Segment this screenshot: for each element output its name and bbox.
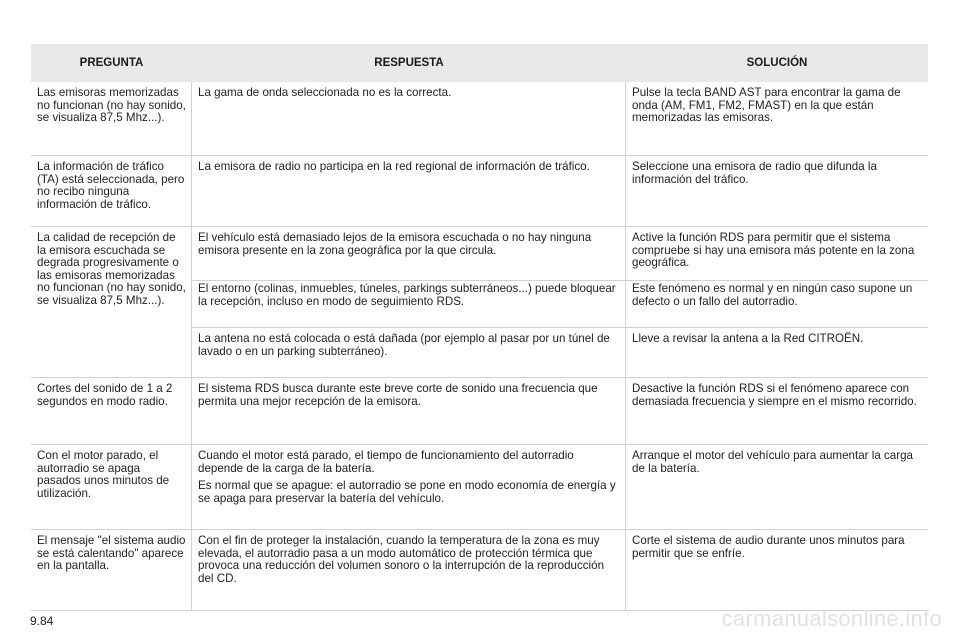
watermark: carmanualsonline.info — [721, 606, 942, 631]
answer-cell: El vehículo está demasiado lejos de la emisora escuchada o no hay ninguna emisora presente en la zona geográfica por la que circula. — [192, 227, 626, 281]
table-row — [31, 445, 928, 530]
answer-cell: La antena no está colocada o está dañada (por ejemplo al pasar por un túnel de lavado o en un parking subterráneo). — [192, 328, 626, 378]
solution-cell: Lleve a revisar la antena a la Red CITROËN. — [626, 328, 928, 378]
answer-paragraph: Cuando el motor está parado, el tiempo de funcionamiento del autorradio depende de la carga de la batería. — [198, 449, 574, 475]
answer-cell: La gama de onda seleccionada no es la correcta. — [192, 82, 626, 156]
question-cell: Con el motor parado, el autorradio se apaga pasados unos minutos de utilización. — [31, 445, 192, 530]
answer-cell — [192, 445, 626, 530]
header-pregunta: PREGUNTA — [79, 56, 144, 69]
header-respuesta: RESPUESTA — [374, 56, 444, 69]
group-subrows — [192, 227, 928, 378]
page-number: 9.84 — [30, 614, 54, 628]
answer-cell: El entorno (colinas, inmuebles, túneles, parkings subterráneos...) puede bloquear la recepción, incluso en modo de seguimiento RDS. — [192, 278, 626, 328]
table-row — [31, 530, 928, 611]
solution-cell: Seleccione una emisora de radio que difunda la información del tráfico. — [626, 156, 928, 227]
solution-cell: Este fenómeno es normal y en ningún caso supone un defecto o un fallo del autorradio. — [626, 278, 928, 328]
answer-paragraph: Es normal que se apague: el autorradio se pone en modo economía de energía y se apaga para preservar la batería del vehículo. — [198, 479, 616, 505]
question-cell: El mensaje "el sistema audio se está calentando" aparece en la pantalla. — [31, 530, 192, 611]
table-row — [31, 378, 928, 445]
table-row — [31, 82, 928, 156]
troubleshooting-table — [31, 44, 928, 611]
question-cell: La calidad de recepción de la emisora escuchada se degrada progresivamente o las emisoras memorizadas no funcionan (no hay sonido, se visualiza 87,5 Mhz...). — [31, 227, 192, 378]
table-subrow — [192, 227, 928, 278]
table-row-group — [31, 227, 928, 378]
table-subrow — [192, 328, 928, 378]
header-solucion: SOLUCIÓN — [746, 56, 808, 69]
solution-cell: Active la función RDS para permitir que el sistema compruebe si hay una emisora más potente en la zona geográfica. — [626, 227, 928, 281]
answer-cell: La emisora de radio no participa en la red regional de información de tráfico. — [192, 156, 626, 227]
solution-cell: Arranque el motor del vehículo para aumentar la carga de la batería. — [626, 445, 928, 530]
solution-cell: Pulse la tecla BAND AST para encontrar la gama de onda (AM, FM1, FM2, FMAST) en la que están memorizadas las emisoras. — [626, 82, 928, 156]
question-cell: Cortes del sonido de 1 a 2 segundos en modo radio. — [31, 378, 192, 445]
table-row — [31, 156, 928, 227]
answer-cell: Con el fin de proteger la instalación, cuando la temperatura de la zona es muy elevada, el autorradio pasa a un modo automático de protección térmica que provoca una reducción del volumen sonoro o la interrupción de la reproducción del CD. — [192, 530, 626, 611]
answer-cell: El sistema RDS busca durante este breve corte de sonido una frecuencia que permita una mejor recepción de la emisora. — [192, 378, 626, 445]
table-header — [31, 44, 928, 82]
solution-cell: Desactive la función RDS si el fenómeno aparece con demasiada frecuencia y siempre en el mismo recorrido. — [626, 378, 928, 445]
solution-cell: Corte el sistema de audio durante unos minutos para permitir que se enfríe. — [626, 530, 928, 611]
question-cell: La información de tráfico (TA) está seleccionada, pero no recibo ninguna información de tráfico. — [31, 156, 192, 227]
table-subrow — [192, 278, 928, 328]
question-cell: Las emisoras memorizadas no funcionan (no hay sonido, se visualiza 87,5 Mhz...). — [31, 82, 192, 156]
